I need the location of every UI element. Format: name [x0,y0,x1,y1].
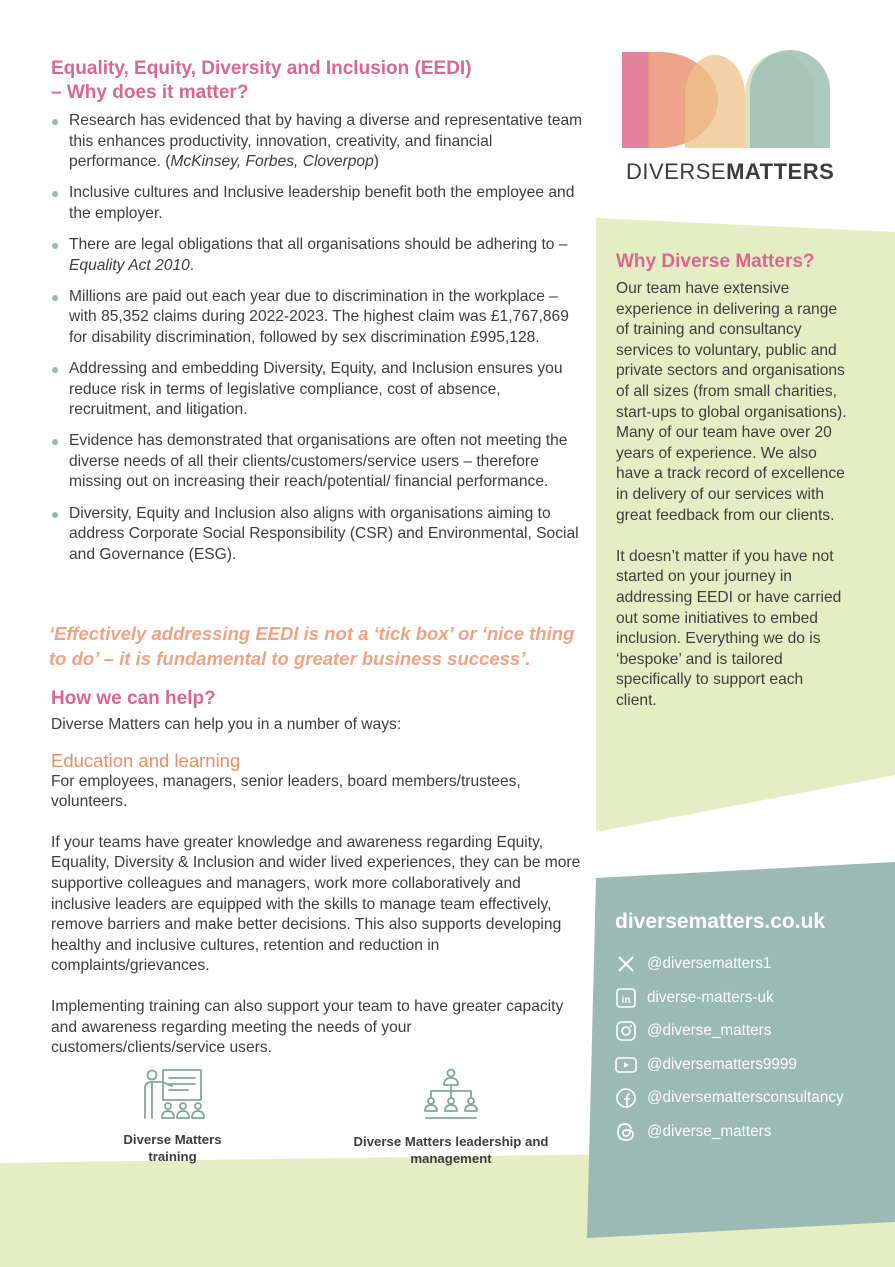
why-section [616,251,848,711]
social-instagram-handle: @diverse_matters [647,1022,772,1039]
education-audience: For employees, managers, senior leaders, board members/trustees, volunteers. [51,772,521,811]
help-intro: Diverse Matters can help you in a number of ways: [51,716,402,733]
website-link[interactable]: diversematters.co.uk [615,910,826,933]
training-paragraph: Implementing training can also support your team to have greater capacity and awareness regarding meeting the needs of your customers/clients/service users. [51,997,564,1057]
eedi-title-line2: – Why does it matter? [51,82,249,103]
bullet-dot-icon [52,243,58,249]
facebook-icon [615,1087,637,1109]
linkedin-icon [615,987,637,1009]
leadership-label: Diverse Matters leadership and management [353,1134,549,1166]
eedi-bullet: Inclusive cultures and Inclusive leadership benefit both the employee and the employer. [51,183,586,224]
why-paragraph-1: Our team have extensive experience in delivering a range of training and consultancy services to voluntary, public and private sectors and organisations of all sizes (from small charities, start-ups to global organisations). Many of our team have over 20 years of experience. We also have a track record of excellence in delivery of our services with great feedback from our clients. [616,280,847,524]
training-label: Diverse Matters training [123,1132,222,1164]
education-paragraph: If your teams have greater knowledge and awareness regarding Equity, Equality, Diversity & Inclusion and wider lived experiences, they can be more supportive colleagues and managers, work more collaboratively and inclusive leaders are equipped with the skills to manage team effectively, remove barriers and make better decisions. This also supports developing healthy and inclusive cultures, retention and reduction in complaints/grievances. [51,833,581,975]
eedi-bullet: There are legal obligations that all organisations should be adhering to – Equality Act 2010. [51,235,586,276]
social-facebook[interactable] [615,1087,885,1109]
social-linkedin[interactable] [615,987,885,1009]
eedi-section [51,57,586,576]
youtube-icon [615,1054,637,1076]
leadership-feature [352,1066,550,1167]
pull-quote [49,621,594,671]
bullet-dot-icon [52,512,58,518]
help-title: How we can help? [51,688,216,709]
social-youtube-handle: @diversematters9999 [647,1055,797,1073]
eedi-bullet: Diversity, Equity and Inclusion also aligns with organisations aiming to address Corporate Social Responsibility (CSR) and Environmental, Social and Governance (ESG). [51,504,586,566]
dm-monogram-icon [620,50,832,150]
logo-word-bold: MATTERS [726,159,835,184]
logo-wordmark [626,159,835,185]
quote-line1: ‘Effectively addressing EEDI is not a ‘tick box’ or ‘nice thing [49,623,575,644]
bullet-dot-icon [52,295,58,301]
social-threads-handle: @diverse_matters [647,1122,772,1140]
contact-section [615,910,885,1143]
why-title: Why Diverse Matters? [616,251,815,272]
social-threads[interactable] [615,1121,885,1143]
diverse-matters-logo [620,50,835,184]
instagram-icon [615,1020,637,1042]
social-facebook-handle: @diversemattersconsultancy [647,1089,844,1106]
training-feature [100,1066,245,1165]
help-section [51,687,583,1059]
social-x-handle: @diversematters1 [647,955,772,972]
org-chart-icon [352,1066,550,1122]
social-linkedin-handle: diverse-matters-uk [647,988,774,1006]
training-icon [100,1066,245,1122]
bullet-dot-icon [52,439,58,445]
bullet-dot-icon [52,119,58,125]
x-icon [615,953,637,975]
logo-word-light: DIVERSE [626,159,727,184]
eedi-bullet-list [51,111,586,565]
eedi-title-line1: Equality, Equity, Diversity and Inclusion (EEDI) [51,58,472,79]
education-title: Education and learning [51,749,241,771]
eedi-bullet: Research has evidenced that by having a diverse and representative team this enhances productivity, innovation, creativity, and financial performance. (McKinsey, Forbes, Cloverpop) [51,111,586,173]
why-paragraph-2: It doesn’t matter if you have not started on your journey in addressing EEDI or have carried out some initiatives to embed inclusion. Everything we do is ‘bespoke’ and is tailored specifically to support each client. [616,547,842,709]
threads-icon [615,1121,637,1143]
bullet-dot-icon [52,191,58,197]
social-x[interactable] [615,953,885,975]
eedi-bullet: Addressing and embedding Diversity, Equity, and Inclusion ensures you reduce risk in terms of legislative compliance, cost of absence, recruitment, and litigation. [51,359,586,421]
eedi-bullet: Millions are paid out each year due to discrimination in the workplace – with 85,352 claims during 2022-2023. The highest claim was £1,767,869 for disability discrimination, followed by sex discrimination £995,128. [51,287,586,349]
bullet-dot-icon [52,367,58,373]
social-instagram[interactable] [615,1020,885,1042]
quote-line2: to do’ – it is fundamental to greater business success’. [49,648,531,669]
social-youtube[interactable] [615,1054,885,1076]
svg-text:in: in [621,994,631,1006]
eedi-bullet: Evidence has demonstrated that organisations are often not meeting the diverse needs of all their clients/customers/service users – therefore missing out on increasing their reach/potential/ financial performance. [51,431,586,493]
